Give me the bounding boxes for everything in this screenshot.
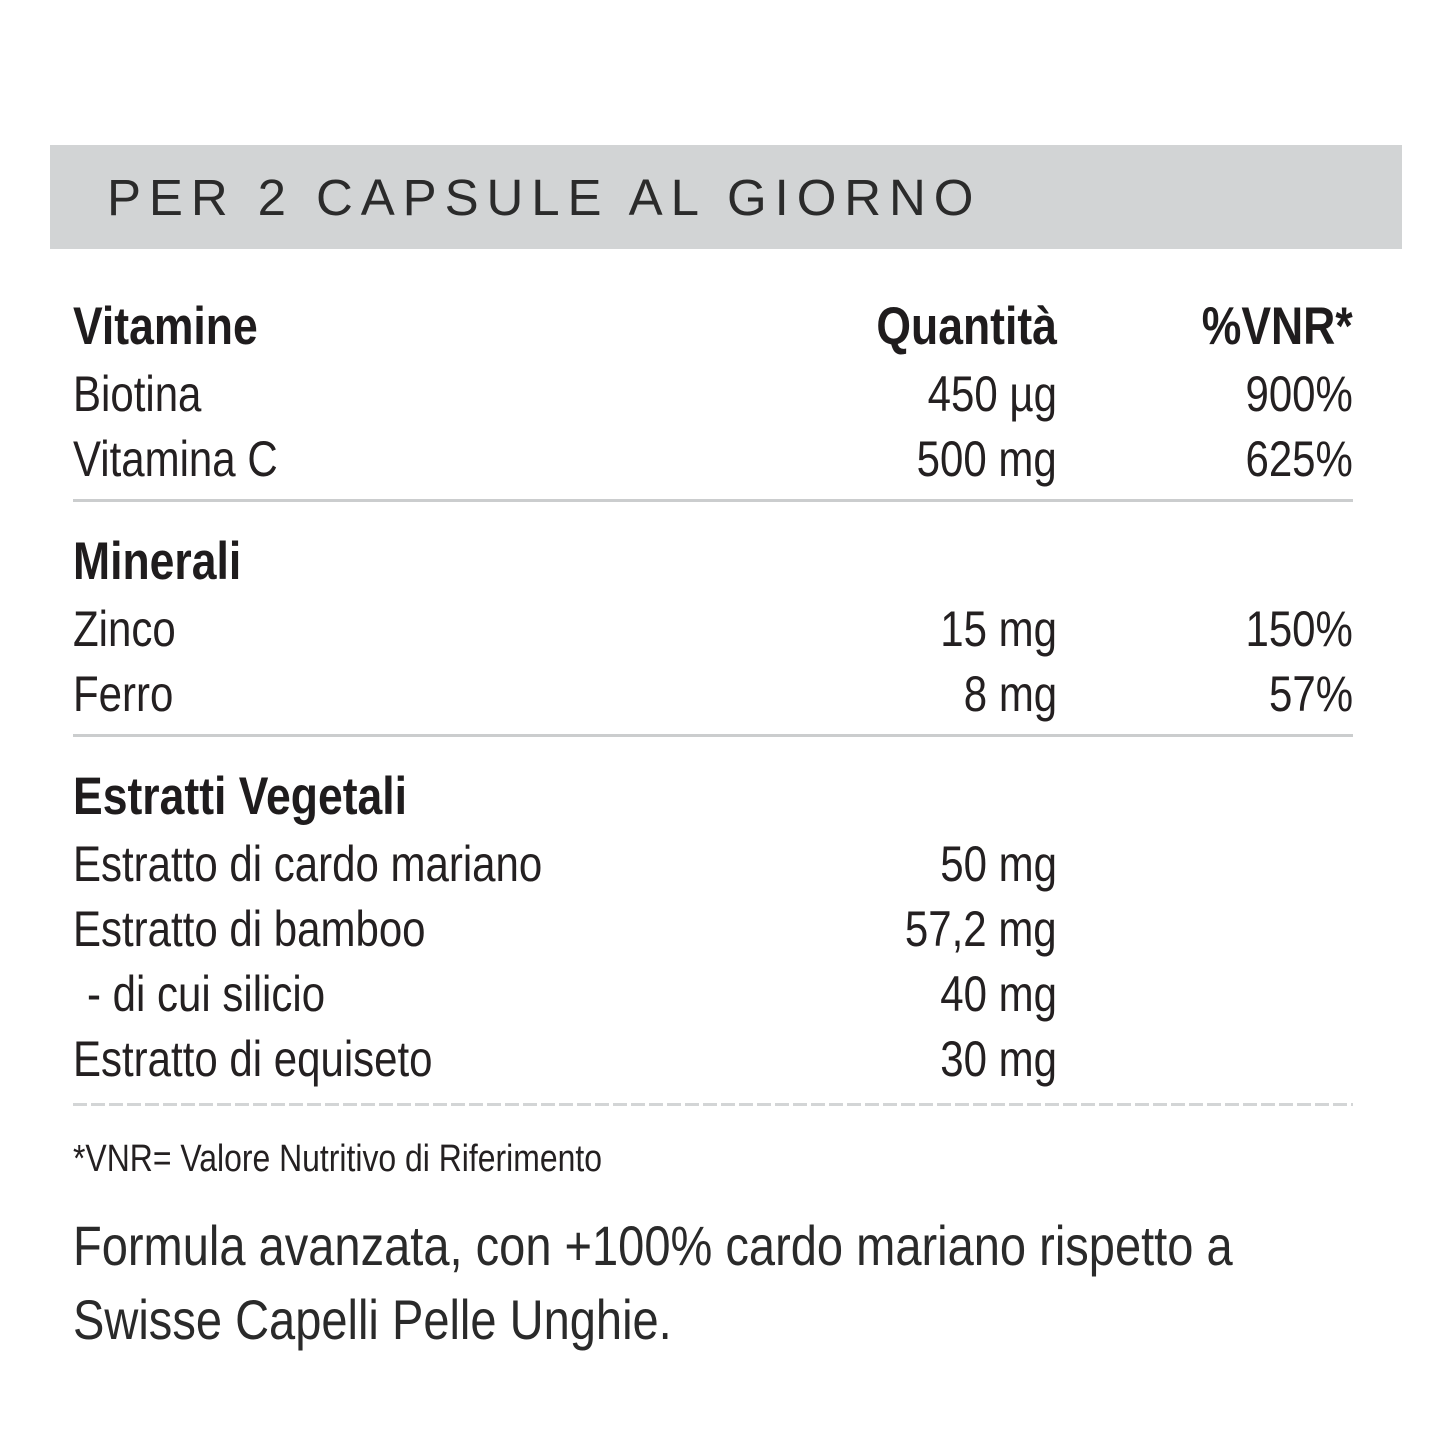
nutrient-vnr: [1057, 985, 1353, 1003]
serving-banner: [50, 145, 1402, 249]
table-row: [73, 596, 1353, 661]
description-line-1: Formula avanzata, con +100% cardo mariano rispetto a: [73, 1214, 1233, 1277]
nutrient-vnr: 150%: [1245, 600, 1353, 657]
table-header-row: [73, 291, 1353, 361]
description-line-2: Swisse Capelli Pelle Unghie.: [73, 1288, 672, 1351]
table-row: [73, 361, 1353, 426]
nutrient-name-sub: - di cui silicio: [87, 965, 326, 1022]
nutrient-name: Zinco: [73, 600, 176, 657]
nutrient-name: Estratto di equiseto: [73, 1030, 433, 1087]
table-row: [73, 1026, 1353, 1091]
nutrient-vnr: [1057, 920, 1353, 938]
column-header-vnr: %VNR*: [1202, 296, 1353, 356]
nutrient-name: Ferro: [73, 665, 174, 722]
nutrient-quantity: 500 mg: [916, 430, 1057, 487]
product-description: [73, 1209, 1353, 1357]
section-divider: [73, 734, 1353, 737]
section-title-vitamine: Vitamine: [73, 296, 258, 356]
nutrient-quantity: 40 mg: [940, 965, 1057, 1022]
section-divider: [73, 499, 1353, 502]
nutrient-name: Biotina: [73, 365, 202, 422]
nutrient-name: Estratto di bamboo: [73, 900, 426, 957]
table-row: [73, 661, 1353, 726]
nutrient-quantity: 50 mg: [940, 835, 1057, 892]
nutrient-quantity: 30 mg: [940, 1030, 1057, 1087]
nutrient-name: Estratto di cardo mariano: [73, 835, 543, 892]
nutrient-vnr: 57%: [1268, 665, 1353, 722]
nutrient-vnr: [1057, 1050, 1353, 1068]
nutrient-quantity: 8 mg: [963, 665, 1057, 722]
vnr-footnote: *VNR= Valore Nutritivo di Riferimento: [73, 1138, 602, 1180]
section-title-minerali: Minerali: [73, 531, 242, 591]
nutrient-vnr: 625%: [1245, 430, 1353, 487]
table-row: [73, 426, 1353, 491]
nutrient-vnr: [1057, 855, 1353, 873]
serving-banner-title: PER 2 CAPSULE AL GIORNO: [107, 168, 982, 226]
section-divider-bottom: [73, 1103, 1353, 1106]
table-row: [73, 961, 1353, 1026]
table-row: [73, 831, 1353, 896]
nutrition-table: [73, 291, 1353, 1106]
table-row: [73, 896, 1353, 961]
nutrient-name: Vitamina C: [73, 430, 278, 487]
nutrient-quantity: 15 mg: [940, 600, 1057, 657]
section-title-estratti-vegetali: Estratti Vegetali: [73, 766, 408, 826]
section-header-row: [73, 761, 1353, 831]
nutrient-quantity: 450 µg: [927, 365, 1057, 422]
column-header-quantity: Quantità: [876, 296, 1057, 356]
nutrient-vnr: 900%: [1245, 365, 1353, 422]
section-header-row: [73, 526, 1353, 596]
nutrient-quantity: 57,2 mg: [905, 900, 1057, 957]
